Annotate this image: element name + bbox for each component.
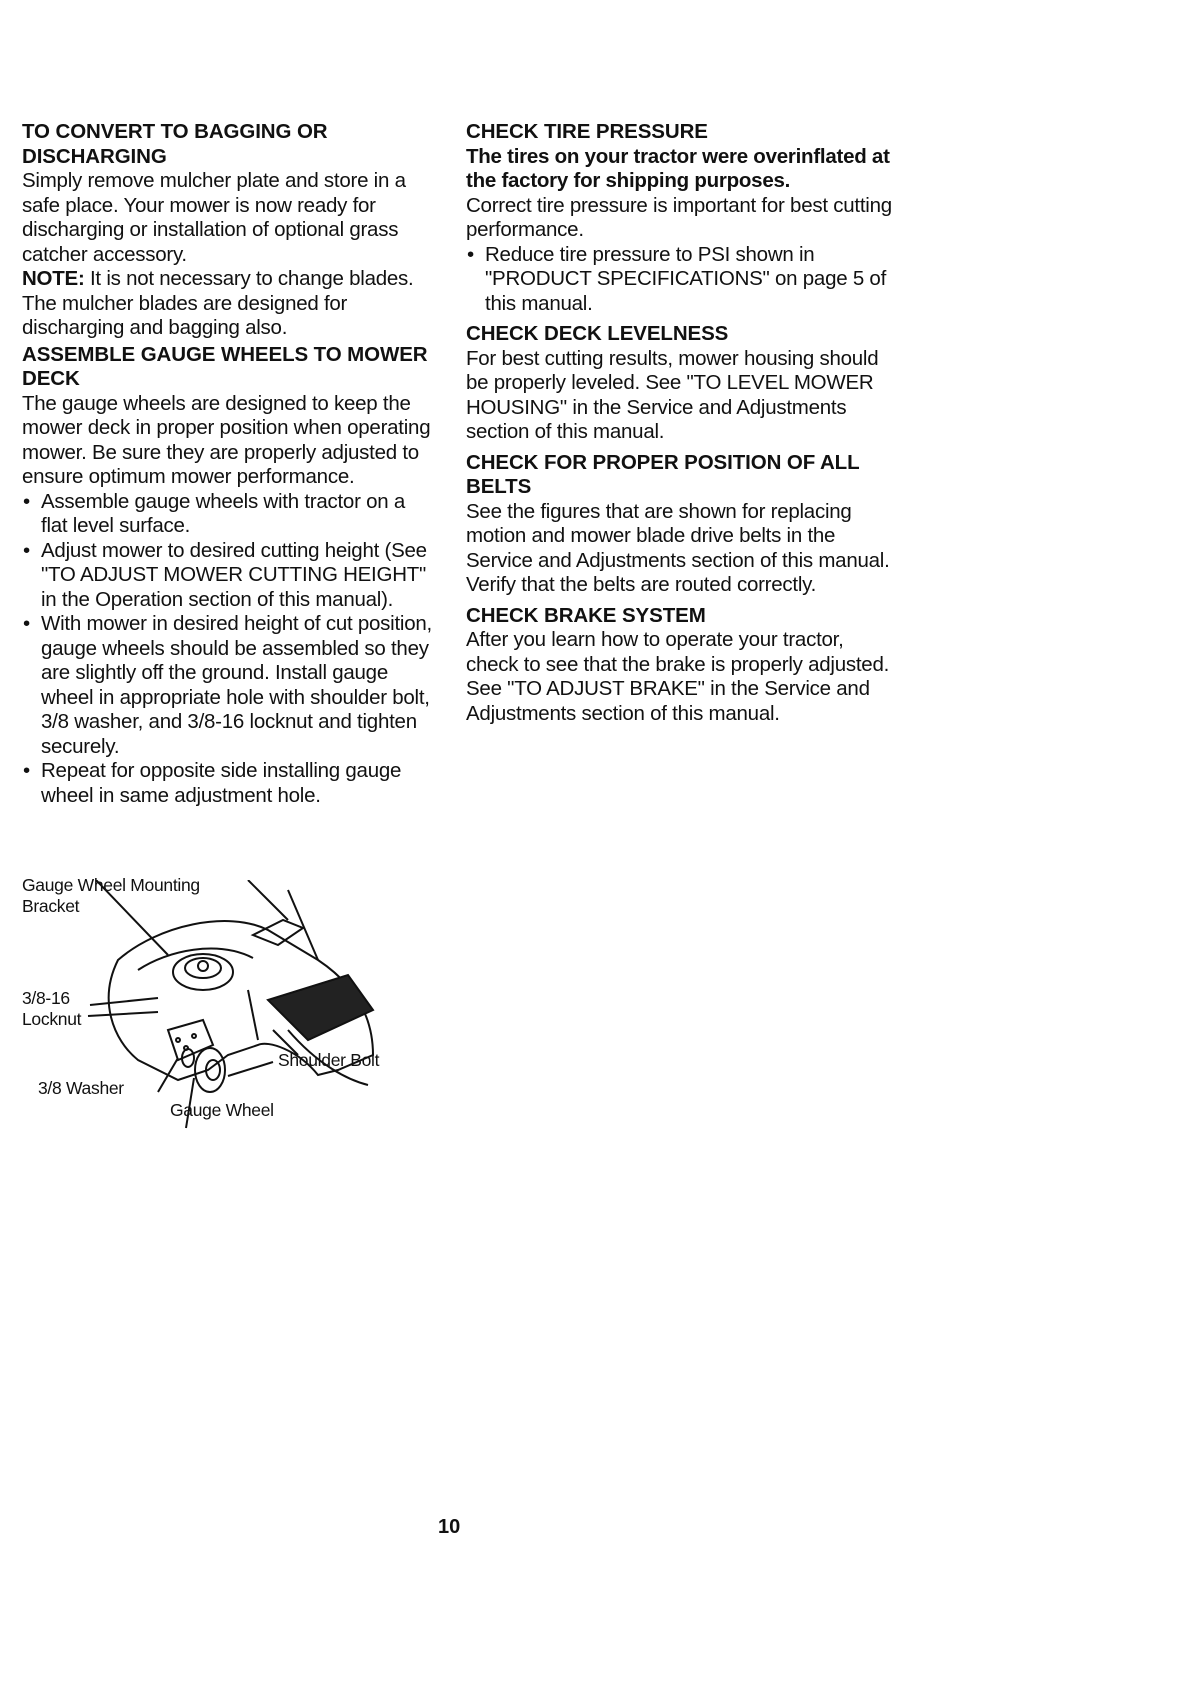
label-locknut: 3/8-16 Locknut [22,988,82,1029]
gauge-bullet: • With mower in desired height of cut position, gauge wheels should be assembled so they are slightly off the ground. Install gauge wheel in appropriate hole with shoulder bolt, 3/8 washer, and 3/8-16 locknut and tighten securely. [22,612,432,759]
heading-belts: CHECK FOR PROPER POSITION OF ALL BELTS [466,450,860,498]
tire-bullet: • Reduce tire pressure to PSI shown in "PRODUCT SPECIFICATIONS" on page 5 of this manual. [466,243,896,317]
page-number: 10 [438,1516,461,1538]
gauge-wheel-figure [18,875,438,1200]
tire-bullet-list [466,243,896,317]
tire-body-2: Correct tire pressure is important for best cutting performance. [466,193,892,241]
note-text: It is not necessary to change blades. The mulcher blades are designed for discharging and bagging also. [22,267,414,339]
belts-body: See the figures that are shown for replacing motion and mower blade drive belts in the Service and Adjustments section of this manual. Verify that the belts are routed correctly. [466,499,890,596]
heading-brake: CHECK BRAKE SYSTEM [466,603,706,627]
label-shoulder-bolt: Shoulder Bolt [278,1050,380,1070]
heading-gauge-wheels: ASSEMBLE GAUGE WHEELS TO MOWER DECK [22,342,428,390]
label-bracket: Gauge Wheel Mounting Bracket [22,875,200,916]
heading-tire-pressure: CHECK TIRE PRESSURE [466,120,708,143]
note-paragraph [22,267,432,341]
gauge-bullet-list [22,490,432,809]
gauge-bullet: • Adjust mower to desired cutting height (See "TO ADJUST MOWER CUTTING HEIGHT" in the Operation section of this manual). [22,539,432,613]
heading-deck-levelness: CHECK DECK LEVELNESS [466,322,729,345]
right-column [466,120,896,726]
mower-deck-illustration [18,880,438,1200]
brake-body: After you learn how to operate your tractor, check to see that the brake is properly adjusted. See "TO ADJUST BRAKE" in the Service and Adjustments section of this manual. [466,628,890,725]
gauge-bullet: • Repeat for opposite side installing gauge wheel in same adjustment hole. [22,759,432,808]
level-body: For best cutting results, mower housing should be properly leveled. See "TO LEVEL MOWER HOUSING" in the Service and Adjustments section of this manual. [466,346,879,443]
gauge-bullet: • Assemble gauge wheels with tractor on a flat level surface. [22,490,432,539]
heading-bagging: TO CONVERT TO BAGGING OR DISCHARGING [22,120,328,168]
label-gauge-wheel: Gauge Wheel [170,1100,274,1120]
note-label: NOTE: [22,267,85,290]
gauge-body: The gauge wheels are designed to keep the mower deck in proper position when operating mower. Be sure they are properly adjusted to ensure optimum mower performance. [22,391,431,488]
bagging-body: Simply remove mulcher plate and store in a safe place. Your mower is now ready for discharging or installation of optional grass catcher accessory. [22,169,406,266]
tire-body: The tires on your tractor were overinflated at the factory for shipping purposes. [466,144,890,192]
label-washer: 3/8 Washer [38,1078,124,1098]
left-column [22,120,432,808]
